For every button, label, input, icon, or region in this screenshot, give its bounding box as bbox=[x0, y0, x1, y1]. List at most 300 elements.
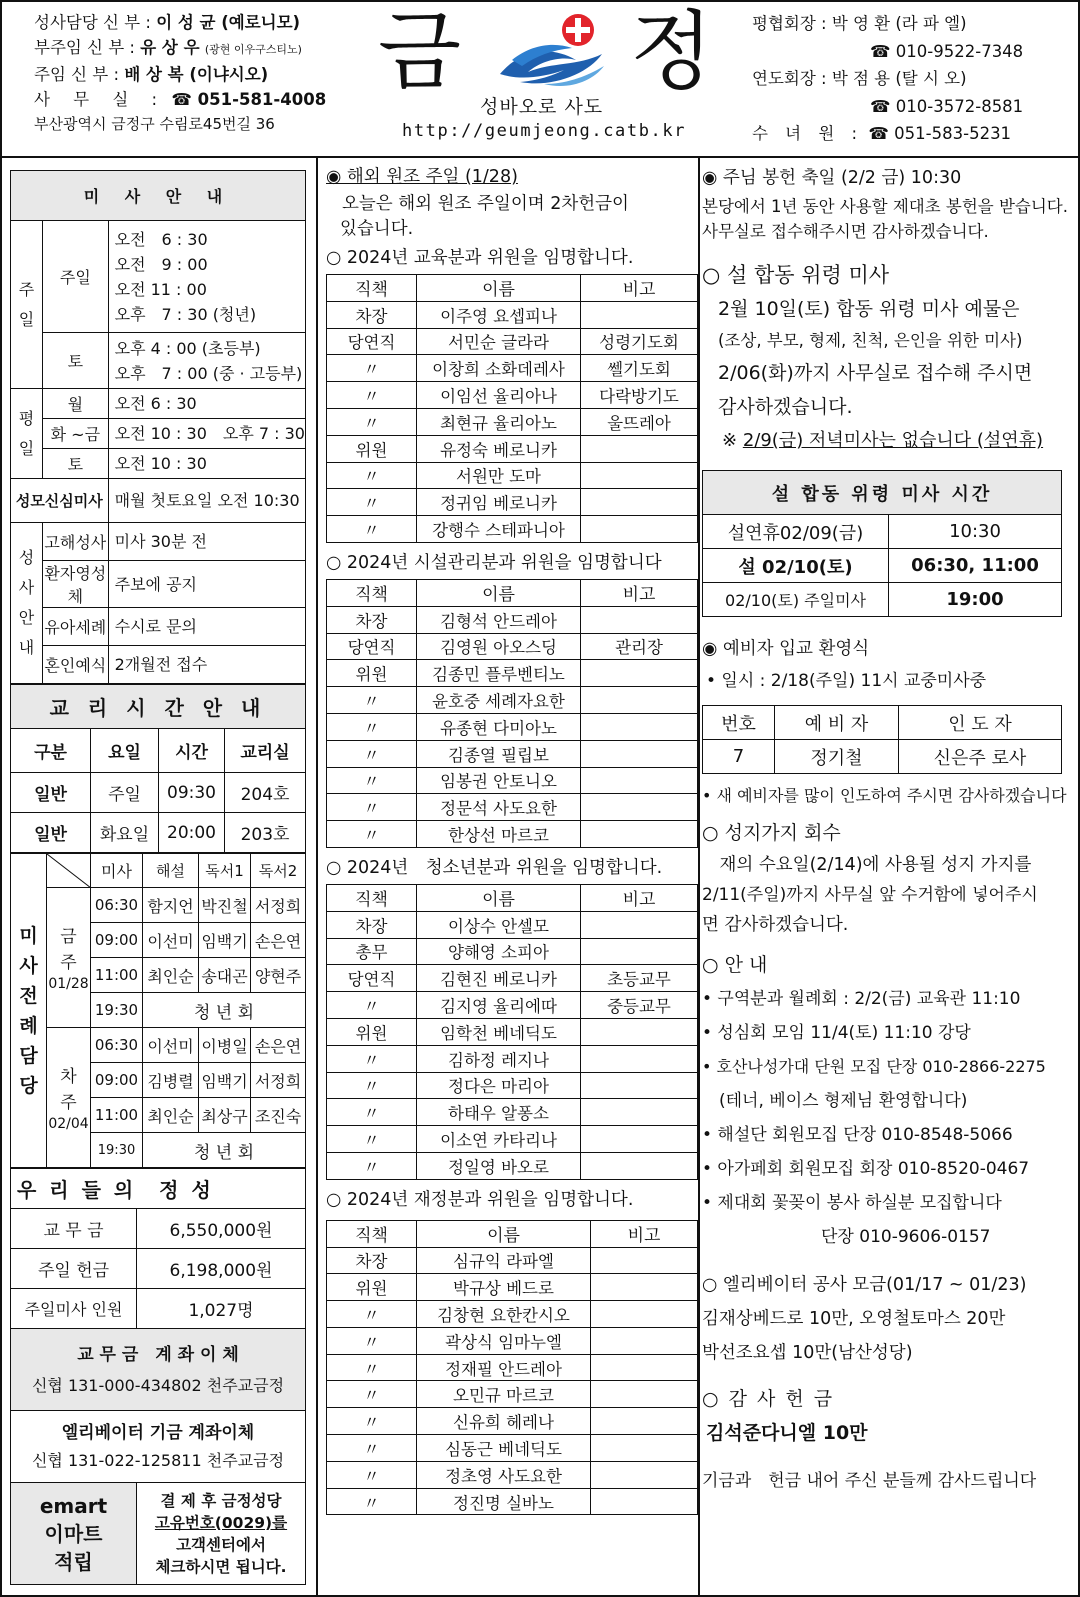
council-info bbox=[752, 10, 1023, 148]
table-cell: 예 비 자 bbox=[775, 706, 899, 740]
table-cell: 정다은 마리아 bbox=[417, 1072, 581, 1099]
table-cell: 직책 bbox=[327, 884, 417, 911]
table-cell: 있습니다. bbox=[340, 219, 414, 239]
table-cell: 함지언 bbox=[143, 888, 199, 923]
table-cell bbox=[581, 911, 698, 938]
table-cell: 〃 bbox=[327, 1099, 417, 1126]
table-cell: 위원 bbox=[327, 435, 417, 462]
table-cell: 서원만 도마 bbox=[417, 462, 581, 489]
right-column bbox=[702, 162, 1068, 1496]
mass-schedule-table bbox=[10, 170, 306, 684]
table-cell: 손은연 bbox=[251, 923, 306, 958]
table-cell: 오늘은 해외 원조 주일이며 2차헌금이 bbox=[342, 194, 629, 214]
table-cell: 설 합동 위령 미사 시간 bbox=[703, 471, 1062, 515]
table-cell: 〃 bbox=[327, 1045, 417, 1072]
thanks-title: ○ 감 사 헌 금 bbox=[702, 1388, 835, 1410]
table-cell: 직책 bbox=[327, 1220, 417, 1247]
table-cell: 오전 10 : 30 bbox=[108, 449, 305, 479]
weekday-label: 평 일 bbox=[11, 389, 43, 479]
table-cell: 204호 bbox=[225, 773, 306, 813]
table-cell bbox=[581, 767, 698, 794]
table-cell: 〃 bbox=[327, 1354, 417, 1381]
table-cell: 차장 bbox=[327, 1247, 417, 1274]
table-cell: 06:30 bbox=[91, 1028, 143, 1063]
table-cell: 신유희 헤레나 bbox=[417, 1408, 591, 1435]
address-line bbox=[34, 112, 326, 137]
table-cell: 심규익 라파엘 bbox=[417, 1247, 591, 1274]
table-cell bbox=[591, 1408, 698, 1435]
table-cell: 김석준다니엘 10만 bbox=[706, 1422, 868, 1444]
table-cell bbox=[581, 516, 698, 543]
account-transfer-1 bbox=[11, 1329, 306, 1411]
table-cell: 〃 bbox=[327, 1072, 417, 1099]
table-cell: 초등교무 bbox=[581, 965, 698, 992]
clergy-line bbox=[34, 35, 326, 62]
table-cell: 임학천 베네딕도 bbox=[417, 1018, 581, 1045]
table-cell: 서정희 bbox=[251, 1063, 306, 1098]
table-cell: 양해영 소피아 bbox=[417, 938, 581, 965]
table-cell: 박 점 용 (탈 시 오) bbox=[831, 69, 967, 88]
table-cell bbox=[581, 1018, 698, 1045]
notice-title: ○ 안 내 bbox=[702, 954, 768, 976]
table-cell bbox=[591, 1381, 698, 1408]
table-cell: 정일영 바오로 bbox=[417, 1152, 581, 1179]
table-cell: 비고 bbox=[581, 884, 698, 911]
table-cell: 교 리 시 간 안 내 bbox=[11, 685, 306, 729]
table-cell: 위원 bbox=[327, 660, 417, 687]
table-cell: 11:00 bbox=[91, 958, 143, 993]
title-geum: 금 bbox=[378, 2, 464, 102]
table-cell bbox=[581, 1126, 698, 1153]
table-cell: 곽상식 임마누엘 bbox=[417, 1327, 591, 1354]
council-phone bbox=[752, 93, 1023, 121]
table-cell: 19:00 bbox=[889, 583, 1062, 617]
table-cell: 주보에 공지 bbox=[108, 561, 305, 608]
table-cell: 김지영 율리에따 bbox=[417, 992, 581, 1019]
table-cell bbox=[591, 1247, 698, 1274]
table-cell: 오후 4 : 00 (초등부) bbox=[114, 338, 261, 358]
table-cell: 본당에서 1년 동안 사용할 제대초 봉헌을 받습니다. bbox=[702, 197, 1068, 216]
table-cell: 〃 bbox=[327, 1435, 417, 1462]
palm-title: ○ 성지가지 회수 bbox=[702, 822, 841, 844]
table-cell: 양현주 bbox=[251, 958, 306, 993]
table-cell: 교 무 금 bbox=[11, 1209, 137, 1249]
table-cell: 최인순 bbox=[143, 1098, 199, 1133]
table-cell: 김병렬 bbox=[143, 1063, 199, 1098]
table-cell: 교리실 bbox=[225, 729, 306, 773]
catechumen-title: ◉ 예비자 입교 환영식 bbox=[702, 639, 870, 659]
table-cell: 〃 bbox=[327, 687, 417, 714]
table-cell: 정초영 사도요한 bbox=[417, 1461, 591, 1488]
table-cell: 월 bbox=[43, 389, 109, 419]
table-cell bbox=[581, 435, 698, 462]
table-cell: 미사 30분 전 bbox=[108, 523, 305, 561]
table-cell: 고해성사 bbox=[43, 523, 109, 561]
table-cell: 02/10(토) 주일미사 bbox=[703, 583, 889, 617]
table-cell: • 해설단 회원모집 단장 010-8548-5066 bbox=[702, 1125, 1013, 1145]
table-cell: 독서2 bbox=[251, 854, 306, 888]
table-cell: 김현진 베로니카 bbox=[417, 965, 581, 992]
table-cell: 203호 bbox=[225, 813, 306, 853]
table-cell: 청 년 회 bbox=[143, 993, 306, 1028]
facility-title: ○ 2024년 시설관리분과 위원을 임명합니다 bbox=[326, 552, 662, 573]
table-cell: ※ bbox=[722, 430, 743, 451]
column-divider bbox=[698, 158, 700, 1597]
council-line bbox=[752, 65, 1023, 93]
table-cell: 최현규 율리아노 bbox=[417, 408, 581, 435]
table-cell: 서민순 글라라 bbox=[417, 328, 581, 355]
table-cell: 직책 bbox=[327, 275, 417, 302]
table-cell: • 새 예비자를 많이 인도하여 주시면 감사하겠습니다 bbox=[702, 786, 1067, 805]
table-cell: 06:30, 11:00 bbox=[889, 549, 1062, 583]
table-cell: 〃 bbox=[327, 382, 417, 409]
table-cell: 김하정 레지나 bbox=[417, 1045, 581, 1072]
table-cell: 중등교무 bbox=[581, 992, 698, 1019]
heart-mass-label: 성모신심미사 bbox=[11, 479, 109, 523]
table-cell: 김영원 아오스딩 bbox=[417, 633, 581, 660]
clergy-line bbox=[34, 10, 326, 35]
table-cell bbox=[581, 740, 698, 767]
table-cell bbox=[581, 713, 698, 740]
table-cell: 비고 bbox=[581, 275, 698, 302]
table-cell: 번호 bbox=[703, 706, 775, 740]
table-cell bbox=[581, 1045, 698, 1072]
table-cell bbox=[581, 794, 698, 821]
table-cell: 체크하시면 됩니다. bbox=[155, 1557, 287, 1576]
table-cell: 박 영 환 (라 파 엘) bbox=[831, 14, 967, 33]
table-cell: 임봉권 안토니오 bbox=[417, 767, 581, 794]
table-cell: 화요일 bbox=[91, 813, 159, 853]
table-cell: 위원 bbox=[327, 1274, 417, 1301]
table-cell: 2개월전 접수 bbox=[108, 646, 305, 684]
table-cell: (테너, 베이스 형제님 환영합니다) bbox=[702, 1091, 968, 1111]
table-cell: 윤호중 세례자요한 bbox=[417, 687, 581, 714]
table-cell: 해설 bbox=[143, 854, 199, 888]
table-cell: 정문석 사도요한 bbox=[417, 794, 581, 821]
table-cell: 인 도 자 bbox=[899, 706, 1062, 740]
bulletin-header bbox=[0, 0, 1080, 158]
next-week-cell bbox=[47, 1028, 91, 1168]
table-cell: 설연휴02/09(금) bbox=[703, 515, 889, 549]
table-cell: 이름 bbox=[417, 579, 581, 606]
table-cell: 엘리베이터 기금 계좌이체 bbox=[61, 1422, 255, 1443]
table-cell: 성사담당 신 부 : bbox=[34, 13, 151, 32]
table-cell: 교 무 금 계 좌 이 체 bbox=[77, 1344, 239, 1365]
table-cell: 이임선 율리아나 bbox=[417, 382, 581, 409]
table-cell: 박규상 베드로 bbox=[417, 1274, 591, 1301]
table-cell: 차 주 bbox=[60, 1066, 77, 1113]
table-cell: 최인순 bbox=[143, 958, 199, 993]
sacrament-label: 성 사 안 내 bbox=[11, 523, 43, 684]
saturday-times bbox=[108, 333, 305, 389]
table-cell bbox=[581, 938, 698, 965]
table-cell: • 구역분과 월례회 : 2/2(금) 교육관 11:10 bbox=[702, 989, 1021, 1009]
table-cell: 김창현 요한칸시오 bbox=[417, 1301, 591, 1328]
table-cell: 주일 헌금 bbox=[11, 1249, 137, 1289]
table-cell: 19:30 bbox=[91, 993, 143, 1028]
table-cell: 정기철 bbox=[775, 740, 899, 774]
sunday-label: 주 일 bbox=[11, 221, 43, 389]
table-cell: 단장 010-9606-0157 bbox=[702, 1227, 991, 1247]
table-cell: 2/11(주일)까지 사무실 앞 수거함에 넣어주시 bbox=[702, 885, 1038, 905]
table-cell: 울뜨레아 bbox=[581, 408, 698, 435]
table-cell: 〃 bbox=[327, 740, 417, 767]
finance-committee-table bbox=[326, 1220, 698, 1516]
table-cell bbox=[581, 1152, 698, 1179]
table-cell: 〃 bbox=[327, 1126, 417, 1153]
table-cell: 이선미 bbox=[143, 923, 199, 958]
table-cell bbox=[581, 821, 698, 848]
parish-name: 성바오로 사도 bbox=[480, 96, 604, 118]
table-cell: 신은주 로사 bbox=[899, 740, 1062, 774]
table-cell: 임백기 bbox=[199, 1063, 251, 1098]
table-cell: • 아가페회 회원모집 회장 010-8520-0467 bbox=[702, 1159, 1030, 1179]
middle-column bbox=[326, 162, 698, 1515]
table-cell: 〃 bbox=[327, 1488, 417, 1515]
parish-url[interactable]: http://geumjeong.catb.kr bbox=[402, 121, 687, 141]
table-cell: 〃 bbox=[327, 489, 417, 516]
table-cell: 비고 bbox=[581, 579, 698, 606]
table-cell: 이창희 소화데레사 bbox=[417, 355, 581, 382]
table-cell: 〃 bbox=[327, 1381, 417, 1408]
table-cell bbox=[591, 1354, 698, 1381]
table-cell: 매월 첫토요일 오전 10:30 bbox=[108, 479, 305, 523]
table-cell: 09:30 bbox=[159, 773, 225, 813]
table-cell: 06:30 bbox=[91, 888, 143, 923]
table-cell: 6,198,000원 bbox=[137, 1249, 306, 1289]
table-cell: 2/9(금) 저녁미사는 없습니다 (설연휴) bbox=[742, 430, 1044, 451]
table-cell: 신협 131-000-434802 천주교금정 bbox=[31, 1375, 285, 1395]
table-cell: 기금과 헌금 내어 주신 분들께 감사드립니다 bbox=[702, 1471, 1037, 1491]
council-phone bbox=[752, 38, 1023, 66]
table-cell bbox=[591, 1461, 698, 1488]
table-cell: 〃 bbox=[327, 1301, 417, 1328]
table-cell: (광현 이우구스티노) bbox=[204, 43, 302, 56]
table-cell: 〃 bbox=[327, 516, 417, 543]
table-cell: 손은연 bbox=[251, 1028, 306, 1063]
table-cell: 심동근 베네딕도 bbox=[417, 1435, 591, 1462]
requiem-time-table bbox=[702, 470, 1062, 617]
table-cell: 구분 bbox=[11, 729, 91, 773]
table-cell: 주일미사 인원 bbox=[11, 1289, 137, 1329]
table-cell: 총무 bbox=[327, 938, 417, 965]
table-cell: 오전 6 : 30 bbox=[108, 389, 305, 419]
table-cell: 사무실로 접수해주시면 감사하겠습니다. bbox=[702, 222, 989, 241]
table-cell: 정재필 안드레아 bbox=[417, 1354, 591, 1381]
table-cell: 박진철 bbox=[199, 888, 251, 923]
table-cell: 서정희 bbox=[251, 888, 306, 923]
table-cell: 임백기 bbox=[199, 923, 251, 958]
table-cell: 당연직 bbox=[327, 633, 417, 660]
table-cell: 김재상베드로 10만, 오영철토마스 20만 bbox=[702, 1309, 1006, 1329]
table-cell: 화 ~금 bbox=[43, 419, 109, 449]
catechumen-table bbox=[702, 705, 1062, 774]
left-column bbox=[10, 170, 306, 1585]
convent-line bbox=[752, 120, 1023, 148]
table-cell: 사 무 실 : bbox=[34, 90, 167, 109]
youth-committee-table bbox=[326, 884, 698, 1180]
catechism-table bbox=[10, 684, 306, 853]
table-cell: 평협회장 : bbox=[752, 14, 827, 33]
table-cell: 하태우 알퐁소 bbox=[417, 1099, 581, 1126]
table-cell: 09:00 bbox=[91, 1063, 143, 1098]
sunday-cell: 주일 bbox=[43, 221, 109, 333]
elevator-title: ○ 엘리베이터 공사 모금(01/17 ~ 01/23) bbox=[702, 1275, 1027, 1295]
education-committee-table bbox=[326, 274, 698, 543]
table-cell: (조상, 부모, 형제, 친척, 은인을 위한 미사) bbox=[718, 331, 1023, 350]
offering-title: 우 리 들 의 정 성 bbox=[11, 1169, 306, 1209]
table-cell: 유아세례 bbox=[43, 608, 109, 646]
table-cell: 오전 6 : 30 bbox=[114, 229, 208, 249]
council-line bbox=[752, 10, 1023, 38]
table-cell: 2/06(화)까지 사무실로 접수해 주시면 bbox=[718, 362, 1033, 384]
table-cell: 배 상 복 (이냐시오) bbox=[124, 65, 269, 84]
diagonal-cell bbox=[47, 854, 91, 888]
table-cell: 설 02/10(토) bbox=[703, 549, 889, 583]
table-cell: 일반 bbox=[11, 813, 91, 853]
table-cell: 관리장 bbox=[581, 633, 698, 660]
table-cell: 부주임 신 부 : bbox=[34, 38, 135, 57]
table-cell: 〃 bbox=[327, 355, 417, 382]
table-cell bbox=[591, 1488, 698, 1515]
table-cell: 이름 bbox=[417, 275, 581, 302]
table-cell: 차장 bbox=[327, 911, 417, 938]
table-cell: 〃 bbox=[327, 794, 417, 821]
clergy-info bbox=[34, 10, 326, 137]
table-cell: 09:00 bbox=[91, 923, 143, 958]
table-cell: 정진명 실바노 bbox=[417, 1488, 591, 1515]
table-cell bbox=[591, 1274, 698, 1301]
emart-instructions bbox=[137, 1483, 306, 1585]
table-cell: 독서1 bbox=[199, 854, 251, 888]
parish-logo-icon bbox=[492, 8, 622, 92]
table-cell: 조진숙 bbox=[251, 1098, 306, 1133]
table-cell: 이주영 요셉피나 bbox=[417, 301, 581, 328]
table-cell: 강행수 스테파니아 bbox=[417, 516, 581, 543]
emart-box bbox=[11, 1483, 137, 1585]
table-cell: 이름 bbox=[417, 884, 581, 911]
table-cell: 일반 bbox=[11, 773, 91, 813]
table-cell: ☎ 010-3572-8581 bbox=[870, 96, 1024, 116]
table-cell: • 호산나성가대 단원 모집 단장 010-2866-2275 bbox=[702, 1057, 1046, 1076]
title-jeong: 정 bbox=[630, 2, 714, 102]
table-cell: 유종현 다미아노 bbox=[417, 713, 581, 740]
office-line bbox=[34, 87, 326, 112]
table-cell: 〃 bbox=[327, 1408, 417, 1435]
sunday-times bbox=[108, 221, 305, 333]
table-cell: 02/04 bbox=[48, 1115, 89, 1132]
table-cell: 주임 신 부 : bbox=[34, 65, 120, 84]
table-cell: 오후 7 : 30 (청년) bbox=[114, 304, 257, 324]
table-cell: • 성심회 모임 11/4(토) 11:10 강당 bbox=[702, 1023, 971, 1043]
table-cell: 고객센터에서 bbox=[176, 1535, 266, 1554]
table-cell: 〃 bbox=[327, 1152, 417, 1179]
requiem-note bbox=[702, 424, 1062, 458]
table-cell: 2월 10일(토) 합동 위령 미사 예물은 bbox=[718, 298, 1020, 320]
this-week-cell bbox=[47, 888, 91, 1028]
table-cell: 차장 bbox=[327, 301, 417, 328]
table-cell bbox=[591, 1435, 698, 1462]
table-cell: 위원 bbox=[327, 1018, 417, 1045]
account-transfer-2 bbox=[11, 1411, 306, 1483]
table-cell: 당연직 bbox=[327, 965, 417, 992]
education-title: ○ 2024년 교육분과 위원을 임명합니다. bbox=[326, 248, 634, 268]
table-cell: 금 주 bbox=[60, 926, 77, 973]
table-cell bbox=[591, 1327, 698, 1354]
table-cell: 정귀임 베로니카 bbox=[417, 489, 581, 516]
table-cell: 6,550,000원 bbox=[137, 1209, 306, 1249]
table-cell: 이마트 bbox=[44, 1521, 103, 1546]
table-cell: 〃 bbox=[327, 767, 417, 794]
table-cell: 최상구 bbox=[199, 1098, 251, 1133]
table-cell: ☎ 051-583-5231 bbox=[868, 124, 1012, 143]
table-cell: 〃 bbox=[327, 462, 417, 489]
table-cell: ☎ 051-581-4008 bbox=[171, 90, 327, 109]
table-cell bbox=[581, 489, 698, 516]
table-cell: 시간 bbox=[159, 729, 225, 773]
table-cell: 면 감사하겠습니다. bbox=[702, 915, 849, 935]
table-cell: 오전 9 : 00 bbox=[114, 254, 208, 274]
column-divider bbox=[316, 158, 318, 1597]
table-cell: 환자영성체 bbox=[43, 561, 109, 608]
table-cell: 비고 bbox=[591, 1220, 698, 1247]
table-cell: 〃 bbox=[327, 821, 417, 848]
table-cell: 유정숙 베로니카 bbox=[417, 435, 581, 462]
table-cell: 당연직 bbox=[327, 328, 417, 355]
finance-title: ○ 2024년 재정분과 위원을 임명합니다. bbox=[326, 1189, 634, 1210]
table-cell: 〃 bbox=[327, 1327, 417, 1354]
table-cell: 이 성 균 (예로니모) bbox=[156, 13, 301, 32]
table-cell: 〃 bbox=[327, 713, 417, 740]
table-cell: 청 년 회 bbox=[143, 1133, 306, 1168]
table-cell: 쎌기도회 bbox=[581, 355, 698, 382]
table-cell: 19:30 bbox=[91, 1133, 143, 1168]
table-cell bbox=[581, 301, 698, 328]
table-cell: 적립 bbox=[54, 1549, 93, 1574]
table-cell: 다락방기도 bbox=[581, 382, 698, 409]
clergy-line bbox=[34, 62, 326, 87]
presentation-feast-title: ◉ 주님 봉헌 축일 (2/2 금) 10:30 bbox=[702, 168, 962, 188]
table-cell: 신협 131-022-125811 천주교금정 bbox=[31, 1450, 285, 1470]
table-cell: 고유번호(0029)를 bbox=[154, 1513, 288, 1532]
table-cell: 김종열 필립보 bbox=[417, 740, 581, 767]
table-cell: 유 상 우 bbox=[140, 38, 200, 57]
table-cell: 오후 7 : 00 (중 · 고등부) bbox=[114, 363, 303, 383]
table-cell: 직책 bbox=[327, 579, 417, 606]
table-cell: ☎ 010-9522-7348 bbox=[870, 41, 1024, 61]
youth-title: ○ 2024년 청소년분과 위원을 임명합니다. bbox=[326, 857, 663, 878]
liturgy-roster-table bbox=[10, 853, 306, 1168]
table-cell: 수 녀 원 : bbox=[752, 124, 864, 143]
overseas-aid-title: ◉ 해외 원조 주일 (1/28) bbox=[326, 167, 518, 187]
table-cell: 11:00 bbox=[91, 1098, 143, 1133]
table-cell: 〃 bbox=[327, 992, 417, 1019]
table-cell: 연도회장 : bbox=[752, 69, 827, 88]
liturgy-label: 미 사 전 례 담 당 bbox=[11, 854, 47, 1168]
table-cell: 송대곤 bbox=[199, 958, 251, 993]
mass-title: 미 사 안 내 bbox=[11, 171, 306, 221]
table-cell: 오민규 마르코 bbox=[417, 1381, 591, 1408]
table-cell: • 제대회 꽃꽂이 봉사 하실분 모집합니다 bbox=[702, 1193, 1002, 1213]
table-cell: 미사 bbox=[91, 854, 143, 888]
table-cell: • 일시 : 2/18(주일) 11시 교중미사중 bbox=[706, 671, 987, 691]
table-cell: 감사하겠습니다. bbox=[718, 396, 853, 418]
table-cell: 오전 10 : 30 오후 7 : 30 bbox=[108, 419, 305, 449]
table-cell: 박선조요셉 10만(남산성당) bbox=[702, 1343, 913, 1363]
saturday-cell: 토 bbox=[43, 333, 109, 389]
table-cell: 부산광역시 금정구 수림로45번길 36 bbox=[34, 115, 275, 133]
table-cell: emart bbox=[39, 1493, 108, 1518]
